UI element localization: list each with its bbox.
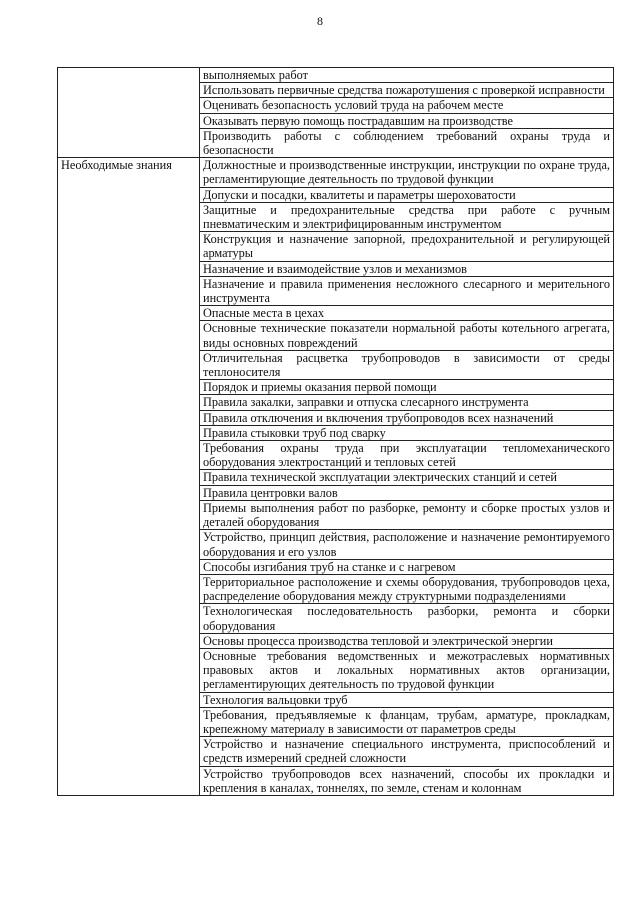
table-cell: Допуски и посадки, квалитеты и параметры шероховатости [200,187,614,202]
table-cell: Назначение и взаимодействие узлов и механизмов [200,261,614,276]
table-row [58,68,614,83]
table-cell: Конструкция и назначение запорной, предохранительной и регулирующей арматуры [200,232,614,261]
table-cell: Основные технические показатели нормальной работы котельного агрегата, виды основных повреждений [200,321,614,350]
table-cell: Технологическая последовательность разборки, ремонта и сборки оборудования [200,604,614,633]
row-label-cell [58,68,200,158]
table-row [58,158,614,187]
table-cell: Основные требования ведомственных и межотраслевых нормативных правовых актов и локальных нормативных актов организации, регламентирующих деятельность по трудовой функции [200,648,614,692]
page-number: 8 [317,14,323,28]
table-cell: Территориальное расположение и схемы оборудования, трубопроводов цеха, распределение оборудования между структурными подразделениями [200,574,614,603]
table-cell: Порядок и приемы оказания первой помощи [200,380,614,395]
table-cell: Способы изгибания труб на станке и с нагревом [200,559,614,574]
table-cell: Требования, предъявляемые к фланцам, трубам, арматуре, прокладкам, крепежному материалу в зависимости от параметров среды [200,707,614,736]
table-cell: Правила отключения и включения трубопроводов всех назначений [200,410,614,425]
table-cell: Правила технической эксплуатации электрических станций и сетей [200,470,614,485]
table-cell: Основы процесса производства тепловой и электрической энергии [200,633,614,648]
requirements-table [57,67,614,796]
table-cell: выполняемых работ [200,68,614,83]
table-cell: Опасные места в цехах [200,306,614,321]
table-cell: Оценивать безопасность условий труда на рабочем месте [200,98,614,113]
table-cell: Правила центровки валов [200,485,614,500]
table-cell: Правила стыковки труб под сварку [200,425,614,440]
section-label-cell: Необходимые знания [58,158,200,796]
table-cell: Правила закалки, заправки и отпуска слесарного инструмента [200,395,614,410]
table-cell: Защитные и предохранительные средства при работе с ручным пневматическим и электрифицированным инструментом [200,202,614,231]
table-cell: Технология вальцовки труб [200,692,614,707]
table-cell: Устройство трубопроводов всех назначений, способы их прокладки и крепления в каналах, тоннелях, по земле, стенам и колоннам [200,766,614,795]
table-cell: Производить работы с соблюдением требований охраны труда и безопасности [200,128,614,157]
table-cell: Устройство, принцип действия, расположение и назначение ремонтируемого оборудования и его узлов [200,530,614,559]
table-cell: Приемы выполнения работ по разборке, ремонту и сборке простых узлов и деталей оборудования [200,500,614,529]
table-cell: Отличительная расцветка трубопроводов в зависимости от среды теплоносителя [200,350,614,379]
table-cell: Должностные и производственные инструкции, инструкции по охране труда, регламентирующие деятельность по трудовой функции [200,158,614,187]
table-cell: Устройство и назначение специального инструмента, приспособлений и средств измерений средней сложности [200,737,614,766]
table-cell: Оказывать первую помощь пострадавшим на производстве [200,113,614,128]
table-cell: Использовать первичные средства пожаротушения с проверкой исправности [200,83,614,98]
table-cell: Назначение и правила применения несложного слесарного и мерительного инструмента [200,276,614,305]
table-cell: Требования охраны труда при эксплуатации тепломеханического оборудования электростанций и тепловых сетей [200,441,614,470]
